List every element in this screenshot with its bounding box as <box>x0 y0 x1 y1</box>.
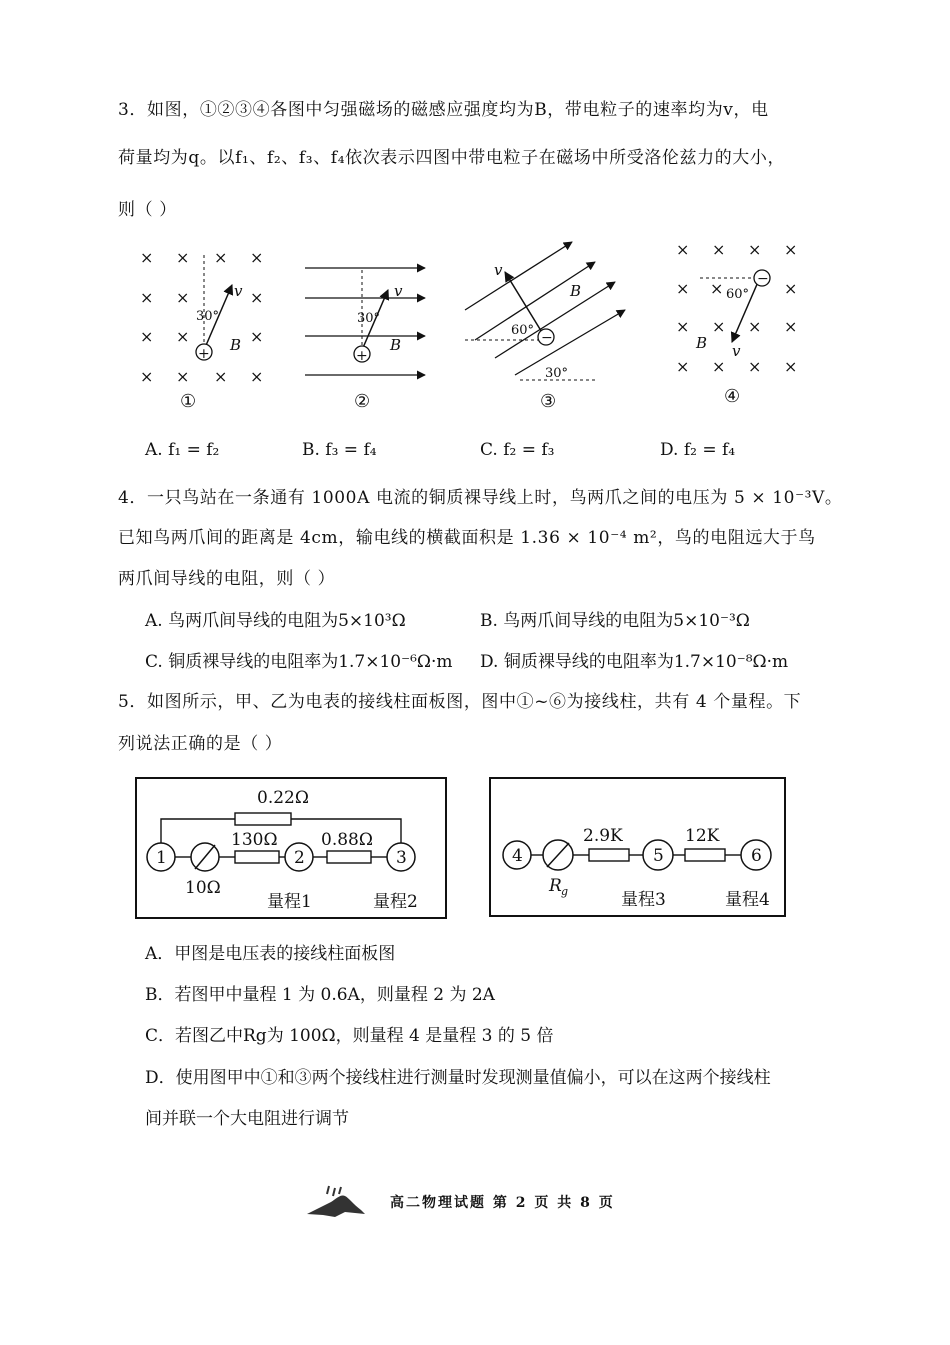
svg-text:×: × <box>712 317 726 336</box>
fig2-angle: 30° <box>357 311 381 326</box>
svg-text:×: × <box>250 367 264 386</box>
q4-stem-line3: 两爪间导线的电阻，则（ ） <box>118 569 336 589</box>
q3-option-d[interactable]: D. f₂ = f₄ <box>660 440 736 460</box>
q5-stem-line2: 列说法正确的是（ ） <box>118 734 283 754</box>
fig1-B: B <box>230 336 242 354</box>
svg-text:×: × <box>250 248 264 267</box>
q5-stem-line1: 5．如图所示，甲、乙为电表的接线柱面板图，图中①~⑥为接线柱，共有 4 个量程。下 <box>118 692 802 712</box>
fig3-B: B <box>570 282 582 300</box>
rg-label: R <box>549 876 562 896</box>
svg-text:×: × <box>784 279 798 298</box>
range-4-label: 量程4 <box>725 890 770 910</box>
terminal-3-label: 3 <box>396 848 407 868</box>
q4-option-d[interactable]: D. 铜质裸导线的电阻率为1.7×10⁻⁸Ω·m <box>480 652 789 672</box>
svg-text:×: × <box>176 327 190 346</box>
svg-text:×: × <box>748 240 762 259</box>
svg-text:×: × <box>748 317 762 336</box>
q5-option-c[interactable]: C．若图乙中Rg为 100Ω，则量程 4 是量程 3 的 5 倍 <box>145 1026 554 1046</box>
fig3-angle1: 60° <box>511 323 535 338</box>
footer-logo-icon <box>305 1184 367 1224</box>
terminal-6-label: 6 <box>751 846 762 866</box>
resistor-0.22-label: 0.22Ω <box>257 788 309 808</box>
q5-option-d-line2[interactable]: 间并联一个大电阻进行调节 <box>145 1109 349 1129</box>
fig3-v: v <box>494 261 503 279</box>
range-2-label: 量程2 <box>373 892 418 912</box>
svg-text:×: × <box>214 367 228 386</box>
q3-stem-line1: 3．如图，①②③④各图中匀强磁场的磁感应强度均为B，带电粒子的速率均为v，电 <box>118 100 769 120</box>
svg-text:×: × <box>784 317 798 336</box>
fig2-v: v <box>394 282 403 300</box>
svg-text:×: × <box>176 288 190 307</box>
terminal-1-label: 1 <box>156 848 167 868</box>
q5-option-d-line1[interactable]: D．使用图甲中①和③两个接线柱进行测量时发现测量值偏小，可以在这两个接线柱 <box>145 1068 771 1088</box>
resistor-130-label: 130Ω <box>231 830 278 850</box>
fig2-charge: + <box>356 348 368 364</box>
page-footer: 高二物理试题 第 2 页 共 8 页 <box>390 1195 615 1211</box>
fig1-v: v <box>234 282 243 300</box>
svg-text:×: × <box>176 248 190 267</box>
fig4-charge: − <box>757 271 769 287</box>
q5-panel-jia <box>135 777 447 919</box>
fig4-v: v <box>732 342 741 360</box>
svg-text:×: × <box>710 279 724 298</box>
fig2-label: ② <box>354 391 371 412</box>
svg-text:×: × <box>748 357 762 376</box>
fig3-charge: − <box>541 330 553 346</box>
q4-stem-line1: 4．一只鸟站在一条通有 1000A 电流的铜质裸导线上时，鸟两爪之间的电压为 5 × 10⁻³V。 <box>118 488 843 508</box>
range-1-label: 量程1 <box>267 892 312 912</box>
resistor-12k-label: 12K <box>685 826 720 846</box>
q4-option-c[interactable]: C. 铜质裸导线的电阻率为1.7×10⁻⁶Ω·m <box>145 652 453 672</box>
q3-figure-3 <box>465 242 625 412</box>
svg-text:×: × <box>250 288 264 307</box>
svg-text:×: × <box>140 248 154 267</box>
terminal-4-label: 4 <box>512 846 523 866</box>
svg-text:×: × <box>784 357 798 376</box>
q3-stem-line3: 则（ ） <box>118 200 177 220</box>
fig3-label: ③ <box>540 391 557 412</box>
svg-text:×: × <box>140 367 154 386</box>
range-3-label: 量程3 <box>621 890 666 910</box>
q3-figure-4 <box>676 240 797 407</box>
q3-figure-1 <box>140 248 263 412</box>
q5-option-a[interactable]: A．甲图是电压表的接线柱面板图 <box>145 944 396 964</box>
fig4-B: B <box>696 334 708 352</box>
svg-text:×: × <box>676 317 690 336</box>
fig1-charge: + <box>198 346 210 362</box>
svg-text:×: × <box>676 357 690 376</box>
fig4-angle: 60° <box>726 287 750 302</box>
svg-text:×: × <box>140 327 154 346</box>
q3-option-c[interactable]: C. f₂ = f₃ <box>480 440 555 460</box>
fig4-label: ④ <box>724 386 741 407</box>
rg-10-label: 10Ω <box>185 878 221 898</box>
terminal-5-label: 5 <box>653 846 664 866</box>
svg-text:×: × <box>214 248 228 267</box>
svg-text:×: × <box>712 240 726 259</box>
terminal-2-label: 2 <box>294 848 305 868</box>
resistor-0.88-label: 0.88Ω <box>321 830 373 850</box>
svg-text:×: × <box>712 357 726 376</box>
q3-figure-2 <box>305 268 425 412</box>
rg-subscript: g <box>561 885 569 898</box>
q3-option-a[interactable]: A. f₁ = f₂ <box>145 440 220 460</box>
q4-stem-line2: 已知鸟两爪间的距离是 4cm，输电线的横截面积是 1.36 × 10⁻⁴ m²，鸟的电阻远大于鸟 <box>118 528 816 548</box>
svg-text:×: × <box>176 367 190 386</box>
q4-option-a[interactable]: A. 鸟两爪间导线的电阻为5×10³Ω <box>145 611 406 631</box>
fig2-B: B <box>390 336 402 354</box>
svg-text:×: × <box>676 279 690 298</box>
fig1-angle: 30° <box>196 309 220 324</box>
q5-option-b[interactable]: B．若图甲中量程 1 为 0.6A，则量程 2 为 2A <box>145 985 495 1005</box>
q3-figures <box>120 230 820 415</box>
q3-stem-line2: 荷量均为q。以f₁、f₂、f₃、f₄依次表示四图中带电粒子在磁场中所受洛伦兹力的大小， <box>118 148 786 168</box>
q5-panel-yi <box>489 777 786 917</box>
svg-text:×: × <box>784 240 798 259</box>
svg-text:×: × <box>140 288 154 307</box>
fig1-label: ① <box>180 391 197 412</box>
svg-text:×: × <box>250 327 264 346</box>
q3-option-b[interactable]: B. f₃ = f₄ <box>302 440 377 460</box>
fig3-angle2: 30° <box>545 366 569 381</box>
svg-text:×: × <box>676 240 690 259</box>
resistor-2.9k-label: 2.9K <box>583 826 623 846</box>
q4-option-b[interactable]: B. 鸟两爪间导线的电阻为5×10⁻³Ω <box>480 611 750 631</box>
